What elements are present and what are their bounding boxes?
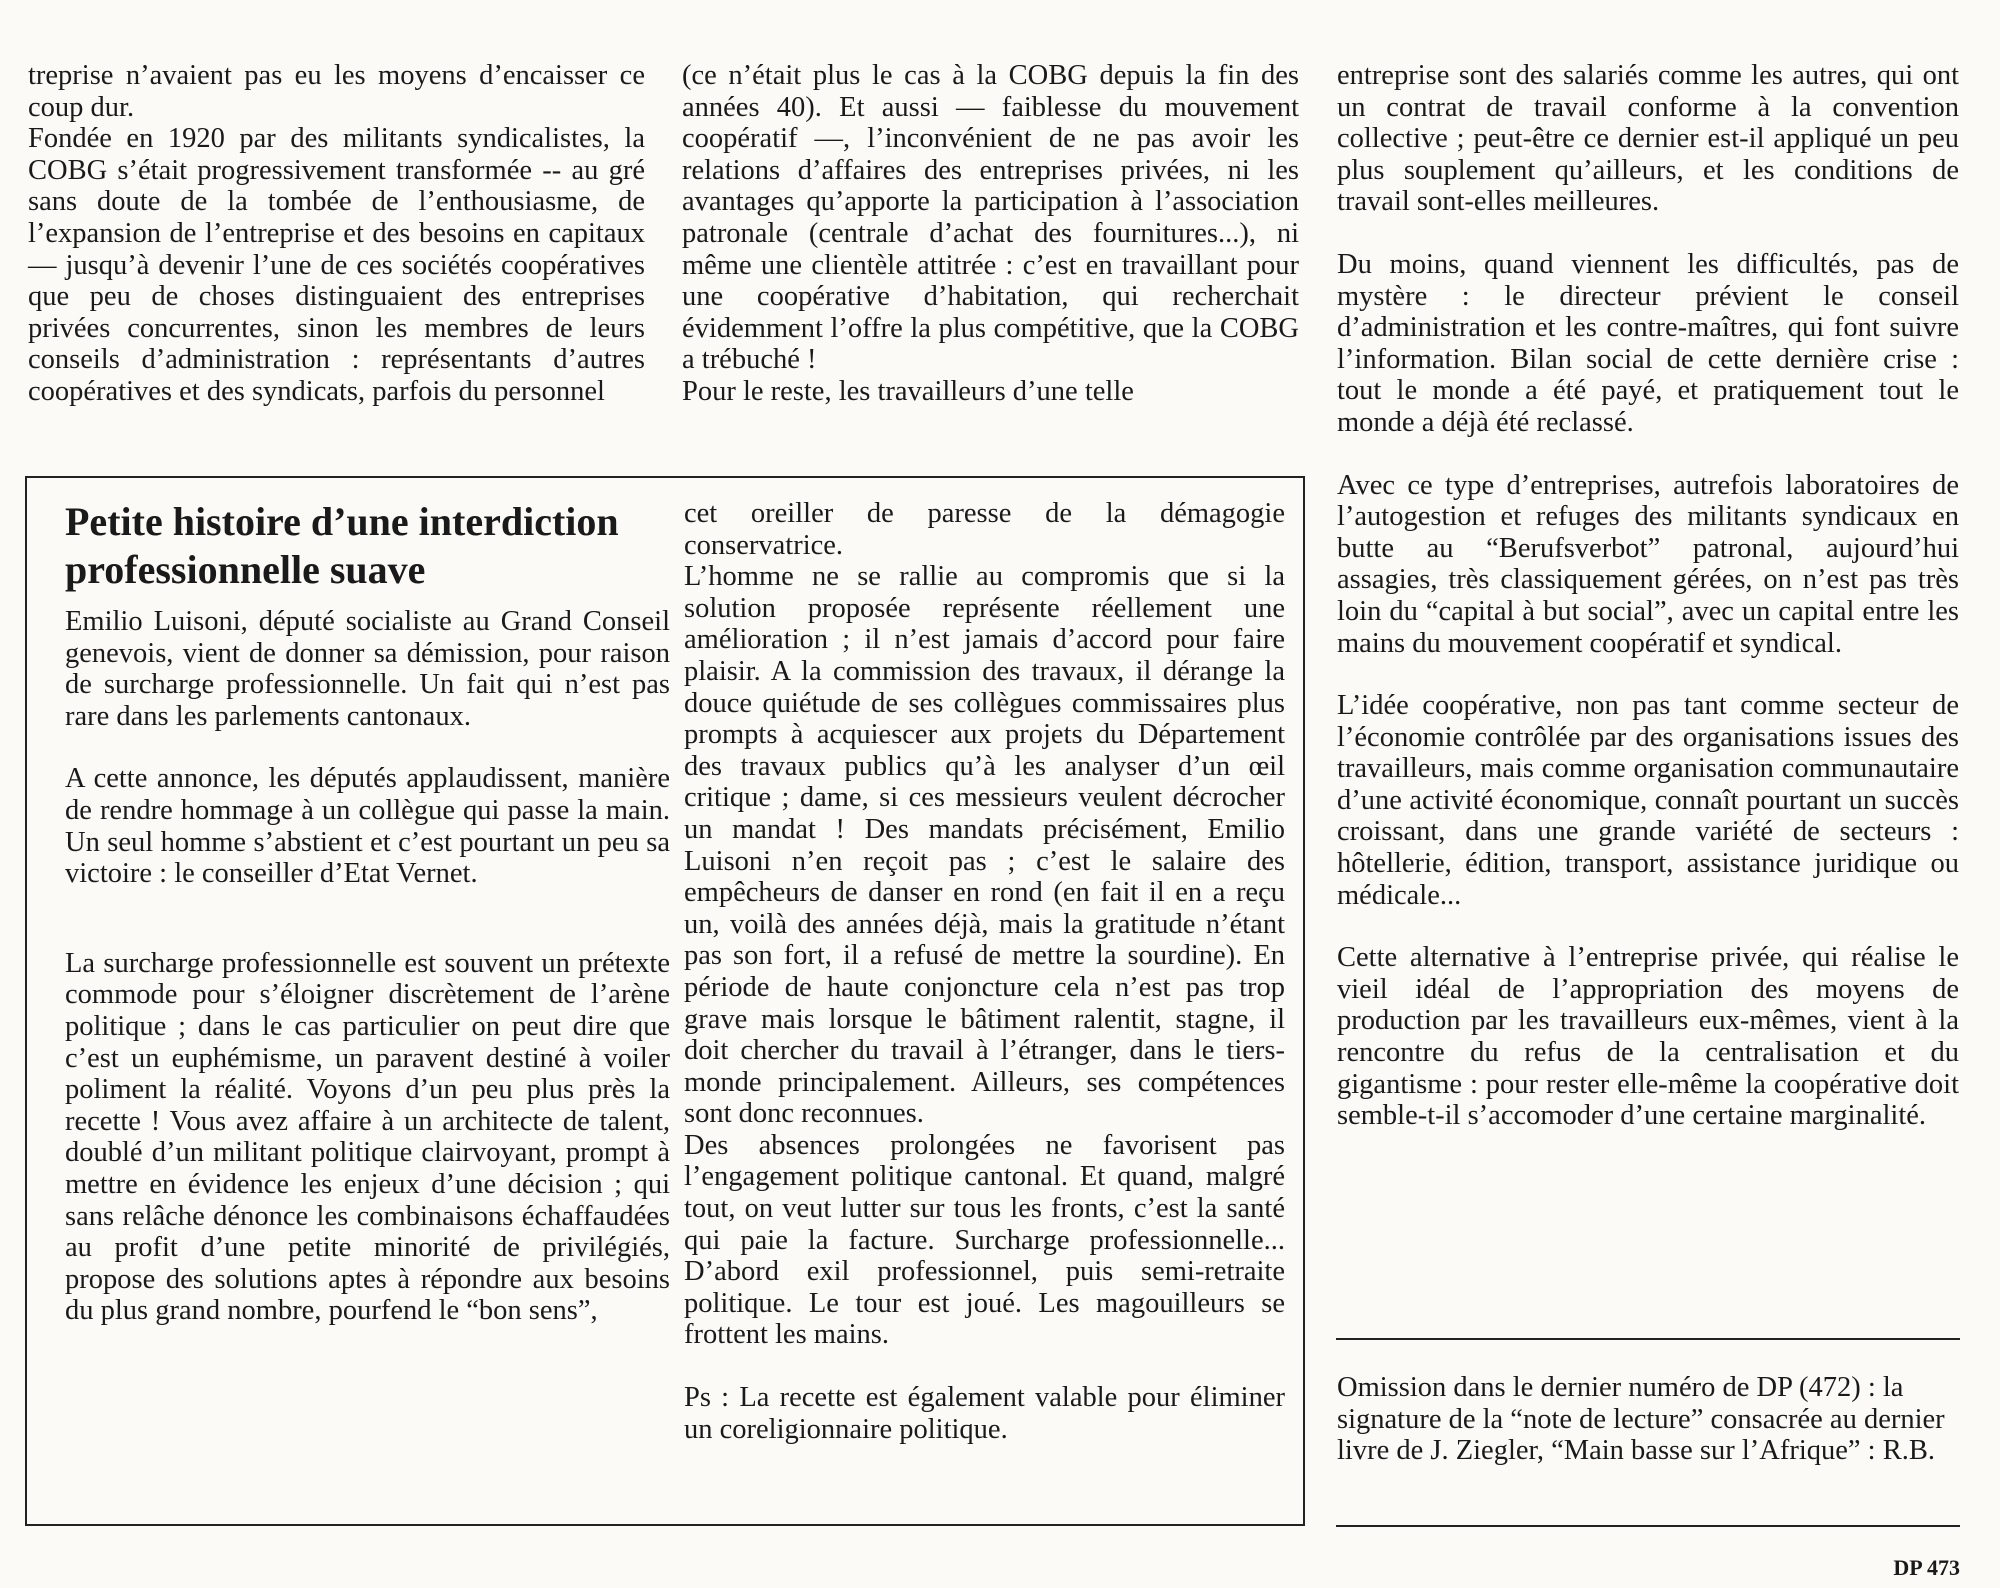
paragraph: Avec ce type d’entreprises, autrefois laboratoires de l’autogestion et refuges des militants syndicaux en butte au “Berufsverbot” patronal, aujourd’hui assagies, très classiquement gérées, on n’est pas très loin du “capital à but social”, avec un capital entre les mains du mouvement coopératif et syndical. — [1337, 469, 1959, 659]
divider — [1336, 1338, 1960, 1340]
paragraph: cet oreiller de paresse de la démagogie conservatrice. — [684, 498, 1285, 561]
column-1-top — [28, 60, 645, 408]
page-footer: DP 473 — [1893, 1555, 1960, 1580]
divider — [1336, 1525, 1960, 1527]
paragraph: Pour le reste, les travailleurs d’une telle — [682, 375, 1134, 407]
paragraph: Cette alternative à l’entreprise privée, qui réalise le vieil idéal de l’appropriation des moyens de production par les travailleurs eux-mêmes, vient à la rencontre du refus de la centralisation et du gigantisme : pour rester elle-même la coopérative doit semble-t-il s’accomoder d’une certaine marginalité. — [1337, 942, 1959, 1132]
paragraph: La surcharge professionnelle est souvent un prétexte commode pour s’éloigner discrètement de l’arène politique ; dans le cas particulier on peut dire que c’est un euphémisme, un paravent destiné à voiler poliment la réalité. Voyons d’un peu plus près la recette ! Vous avez affaire à un architecte de talent, doublé d’un militant politique clairvoyant, prompt à mettre en évidence les enjeux d’une décision ; qui sans relâche dénonce les combinaisons échaffaudées au profit d’une petite minorité de privilégiés, propose des solutions aptes à répondre aux besoins du plus grand nombre, pourfend le “bon sens”, — [65, 947, 670, 1327]
paragraph: Ps : La recette est également valable pour éliminer un coreligionnaire politique. — [684, 1382, 1285, 1445]
omission-note: Omission dans le dernier numéro de DP (472) : la signature de la “note de lecture” consacrée au dernier livre de J. Ziegler, “Main basse sur l’Afrique” : R.B. — [1337, 1372, 1945, 1467]
paragraph: Des absences prolongées ne favorisent pas l’engagement politique cantonal. Et quand, malgré tout, on veut lutter sur tous les fronts, c’est la santé qui paie la facture. Surcharge professionnelle... D’abord exil professionnel, puis semi-retraite politique. Le tour est joué. Les magouilleurs se frottent les mains. — [684, 1129, 1285, 1351]
paragraph: Fondée en 1920 par des militants syndicalistes, la COBG s’était progressivement transformée -- au gré sans doute de la tombée de l’enthousiasme, de l’expansion de l’entreprise et des besoins en capitaux — jusqu’à devenir l’une de ces sociétés coopératives que peu de choses distinguaient des entreprises privées concurrentes, sinon les membres de leurs conseils d’administration : représentants d’autres coopératives et des syndicats, parfois du personnel — [28, 123, 645, 407]
paragraph: (ce n’était plus le cas à la COBG depuis la fin des années 40). Et aussi — faiblesse du mouvement coopératif —, l’inconvénient de ne pas avoir les relations d’affaires des entreprises privées, ni les avantages qu’apporte la participation à l’association patronale (centrale d’achat des fournitures...), ni même une clientèle attitrée : c’est en travaillant pour une coopérative d’habitation, qui recherchait évidemment l’offre la plus compétitive, que la COBG a trébuché ! — [682, 60, 1299, 376]
paragraph: entreprise sont des salariés comme les autres, qui ont un contrat de travail conforme à la convention collective ; peut-être ce dernier est-il appliqué un peu plus souplement qu’ailleurs, et les conditions de travail sont-elles meilleures. — [1337, 60, 1959, 218]
box-column-right — [684, 498, 1285, 1445]
paragraph: L’homme ne se rallie au compromis que si la solution proposée représente réellement une amélioration ; il n’est jamais d’accord pour faire plaisir. A la commission des travaux, il dérange la douce quiétude de ses collègues commissaires plus prompts à acquiescer aux projets du Département des travaux publics qu’à les analyser d’un œil critique ; dame, si ces messieurs veulent décrocher un mandat ! Des mandats précisément, Emilio Luisoni n’en reçoit pas ; c’est le salaire des empêcheurs de danser en rond (en fait il en a reçu un, voilà des années déjà, mais la gratitude n’étant pas son fort, il a refusé de mettre la sourdine). En période de haute conjoncture cela n’est pas trop grave mais lorsque le bâtiment ralentit, stagne, il doit chercher du travail à l’étranger, dans le tiers-monde principalement. Ailleurs, ses compétences sont donc reconnues. — [684, 561, 1285, 1130]
paragraph: treprise n’avaient pas eu les moyens d’encaisser ce coup dur. — [28, 60, 645, 123]
column-2-top — [682, 60, 1299, 408]
paragraph: L’idée coopérative, non pas tant comme secteur de l’économie contrôlée par des organisations issues des travailleurs, mais comme organisation communautaire d’une activité économique, connaît pourtant un succès croissant, dans une grande variété de secteurs : hôtellerie, édition, transport, assistance juridique ou médicale... — [1337, 690, 1959, 911]
sidebar-box — [25, 476, 1305, 1526]
box-title: Petite histoire d’une interdiction professionnelle suave — [65, 499, 619, 592]
box-column-left — [65, 498, 670, 1327]
paragraph: Emilio Luisoni, député socialiste au Grand Conseil genevois, vient de donner sa démission, pour raison de surcharge professionnelle. Un fait qui n’est pas rare dans les parlements cantonaux. — [65, 606, 670, 732]
paragraph: A cette annonce, les députés applaudissent, manière de rendre hommage à un collègue qui passe la main. Un seul homme s’abstient et c’est pourtant un peu sa victoire : le conseiller d’Etat Vernet. — [65, 763, 670, 890]
column-3 — [1337, 60, 1959, 1132]
paragraph: Du moins, quand viennent les difficultés, pas de mystère : le directeur prévient le conseil d’administration et les contre-maîtres, qui font suivre l’information. Bilan social de cette dernière crise : tout le monde a été payé, et pratiquement tout le monde a déjà été reclassé. — [1337, 248, 1959, 438]
